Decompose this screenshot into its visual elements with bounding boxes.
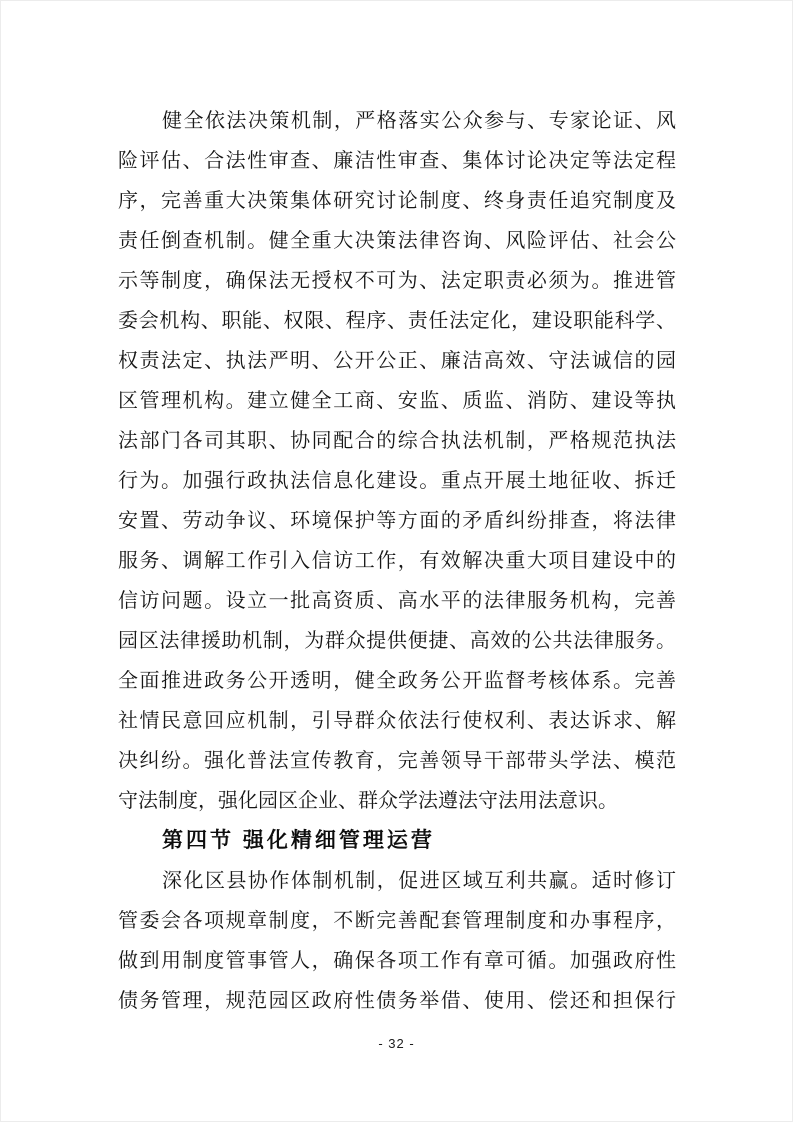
text-line: 行为。加强行政执法信息化建设。重点开展土地征收、拆迁 [118,470,676,492]
text-line: 区管理机构。建立健全工商、安监、质监、消防、建设等执 [118,390,676,412]
text-line: 社情民意回应机制，引导群众依法行使权利、表达诉求、解 [118,710,676,732]
text-line: 深化区县协作体制机制，促进区域互利共赢。适时修订 [162,870,676,892]
text-line: 健全依法决策机制，严格落实公众参与、专家论证、风 [162,110,676,132]
text-line: 权责法定、执法严明、公开公正、廉洁高效、守法诚信的园 [118,350,676,372]
text-line: 债务管理，规范园区政府性债务举借、使用、偿还和担保行 [118,990,676,1012]
text-line: 守法制度，强化园区企业、群众学法遵法守法用法意识。 [118,790,618,812]
text-line: 信访问题。设立一批高资质、高水平的法律服务机构，完善 [118,590,676,612]
text-line: 示等制度，确保法无授权不可为、法定职责必须为。推进管 [118,270,676,292]
text-line: 法部门各司其职、协同配合的综合执法机制，严格规范执法 [118,430,676,452]
text-line: 责任倒查机制。健全重大决策法律咨询、风险评估、社会公 [118,230,676,252]
text-line: 安置、劳动争议、环境保护等方面的矛盾纠纷排查，将法律 [118,510,676,532]
text-line: 序，完善重大决策集体研究讨论制度、终身责任追究制度及 [118,190,676,212]
text-line: 险评估、合法性审查、廉洁性审查、集体讨论决定等法定程 [118,150,676,172]
page-number: - 32 - [378,1036,415,1051]
text-line: 全面推进政务公开透明，健全政务公开监督考核体系。完善 [118,670,676,692]
text-line: 做到用制度管事管人，确保各项工作有章可循。加强政府性 [118,950,676,972]
text-line: 服务、调解工作引入信访工作，有效解决重大项目建设中的 [118,550,676,572]
text-line: 管委会各项规章制度，不断完善配套管理制度和办事程序， [118,910,676,932]
text-line: 委会机构、职能、权限、程序、责任法定化，建设职能科学、 [118,310,676,332]
document-body [118,101,676,1021]
section-heading: 第四节 强化精细管理运营 [162,829,435,852]
text-line: 园区法律援助机制，为群众提供便捷、高效的公共法律服务。 [118,630,676,652]
text-line: 决纠纷。强化普法宣传教育，完善领导干部带头学法、模范 [118,750,676,772]
